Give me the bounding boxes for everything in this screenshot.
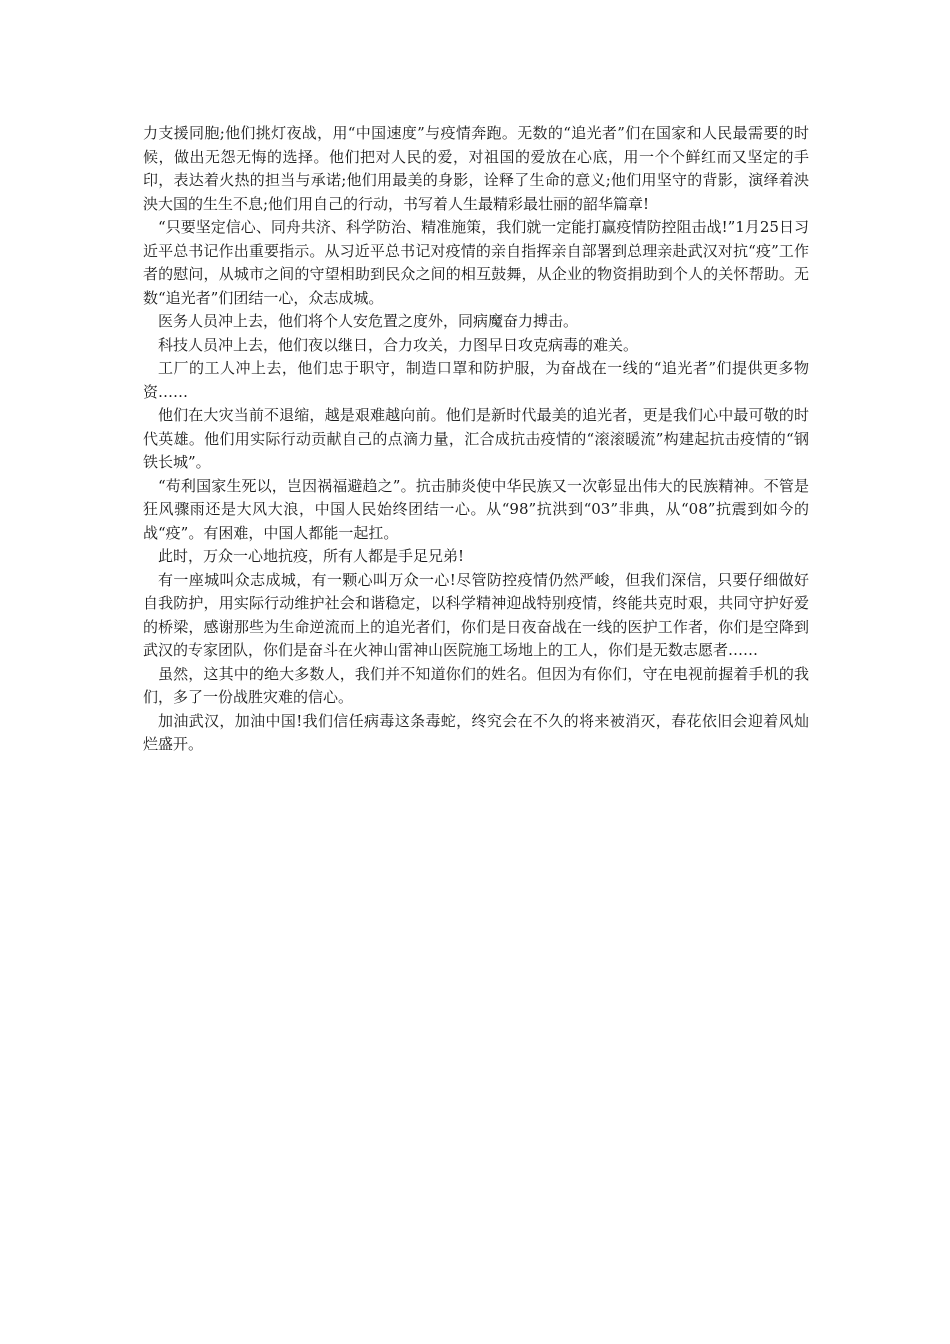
paragraph: “只要坚定信心、同舟共济、科学防治、精准施策，我们就一定能打赢疫情防控阻击战!”1月25日习近平总书记作出重要指示。从习近平总书记对疫情的亲自指挥亲自部署到总理亲赴武汉对抗“疫”工作者的慰问，从城市之间的守望相助到民众之间的相互鼓舞，从企业的物资捐助到个人的关怀帮助。无数“追光者”们团结一心，众志成城。 bbox=[143, 218, 809, 307]
paragraph: 医务人员冲上去，他们将个人安危置之度外，同病魔奋力搏击。 bbox=[158, 312, 579, 330]
paragraph: 他们在大灾当前不退缩，越是艰难越向前。他们是新时代最美的追光者，更是我们心中最可敬的时代英雄。他们用实际行动贡献自己的点滴力量，汇合成抗击疫情的“滚滚暖流”构建起抗击疫情的“钢铁长城”。 bbox=[143, 406, 809, 471]
paragraph: “苟利国家生死以，岂因祸福避趋之”。抗击肺炎使中华民族又一次彰显出伟大的民族精神。不管是狂风骤雨还是大风大浪，中国人民始终团结一心。从“98”抗洪到“03”非典，从“08”抗震到如今的战“疫”。有困难，中国人都能一起扛。 bbox=[143, 476, 809, 542]
paragraph: 有一座城叫众志成城，有一颗心叫万众一心!尽管防控疫情仍然严峻，但我们深信，只要仔细做好自我防护，用实际行动维护社会和谐稳定，以科学精神迎战特别疫情，终能共克时艰，共同守护好爱的桥梁，感谢那些为生命逆流而上的追光者们，你们是日夜奋战在一线的医护工作者，你们是空降到武汉的专家团队，你们是奋斗在火神山雷神山医院施工场地上的工人，你们是无数志愿者…… bbox=[143, 570, 809, 659]
paragraph: 此时，万众一心地抗疫，所有人都是手足兄弟! bbox=[158, 547, 465, 565]
paragraph: 力支援同胞;他们挑灯夜战，用“中国速度”与疫情奔跑。无数的“追光者”们在国家和人民最需要的时候，做出无怨无悔的选择。他们把对人民的爱，对祖国的爱放在心底，用一个个鲜红而又坚定的手印，表达着火热的担当与承诺;他们用最美的身影，诠释了生命的意义;他们用坚守的背影，演绎着泱泱大国的生生不息;他们用自己的行动，书写着人生最精彩最壮丽的韶华篇章! bbox=[143, 124, 809, 213]
paragraph: 工厂的工人冲上去，他们忠于职守，制造口罩和防护服，为奋战在一线的“追光者”们提供更多物资…… bbox=[143, 359, 809, 401]
document-body bbox=[143, 122, 809, 757]
paragraph: 加油武汉，加油中国!我们信任病毒这条毒蛇，终究会在不久的将来被消灭，春花依旧会迎着风灿烂盛开。 bbox=[143, 711, 809, 753]
paragraph: 科技人员冲上去，他们夜以继日，合力攻关，力图早日攻克病毒的难关。 bbox=[158, 335, 639, 354]
paragraph: 虽然，这其中的绝大多数人，我们并不知道你们的姓名。但因为有你们，守在电视前握着手机的我们，多了一份战胜灾难的信心。 bbox=[143, 664, 809, 706]
